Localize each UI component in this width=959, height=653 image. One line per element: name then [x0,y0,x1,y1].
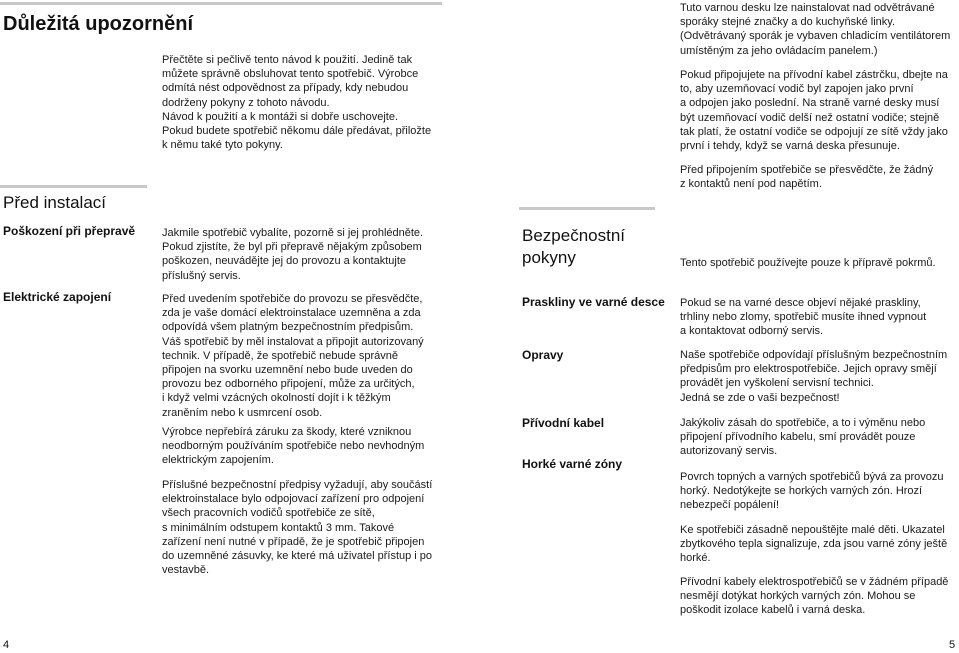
hot-zones-paragraph-3: Přívodní kabely elektrospotřebičů se v žádném případě nesmějí dotýkat horkých varných zón. Mohou se poškodit izolace kabelů i varná deska. [680,576,949,617]
safety-intro: Tento spotřebič používejte pouze k přípravě pokrmů. [680,257,936,269]
power-cable-text: Jakýkoliv zásah do spotřebiče, a to i výměnu nebo připojení přívodního kabelu, smí provádět pouze autorizovaný servis. [680,417,926,458]
section-rule-left [0,185,147,188]
label-repairs: Opravy [522,348,564,362]
page-number-right: 5 [949,639,956,651]
section-title-safety: Bezpečnostní pokyny [522,226,626,267]
page-title: Důležitá upozornění [3,13,193,35]
transport-damage-text: Jakmile spotřebič vybalíte, pozorně si jej prohlédněte. Pokud zjistíte, že byl při přepravě nějakým způsobem poškozen, neuvádějte jej do provozu a kontaktujte příslušný servis. [162,227,424,282]
title-rule [0,2,442,5]
label-transport-damage: Poškození při přepravě [3,224,136,238]
label-power-cable: Přívodní kabel [522,416,605,430]
top-paragraph-2: Pokud připojujete na přívodní kabel zástrčku, dbejte na to, aby uzemňovací vodič byl zapojen jako první a odpojen jako poslední. Na straně varné desky musí být uzemňovací vodič delší než ostatní vodiče; stejně tak platí, že ostatní vodiče se odpojují ze sítě vždy jako první i tehdy, když se varná deska přesunuje. [680,69,948,153]
label-electrical-connection: Elektrické zapojení [3,290,112,304]
top-paragraph-3: Před připojením spotřebiče se přesvědčte, že žádný z kontaktů není pod napětím. [680,164,934,191]
cracks-text: Pokud se na varné desce objeví nějaké praskliny, trhliny nebo zlomy, spotřebič musíte ihned vypnout a kontaktovat odborný servis. [680,297,927,338]
intro-paragraph: Přečtěte si pečlivě tento návod k použití. Jedině tak můžete správně obsluhovat tento spotřebič. Výrobce odmítá nést odpovědnost za případy, kdy nebudou dodrženy pokyny z tohoto návodu. Návod k použití a k montáži si dobře uschovejte. Pokud budete spotřebič někomu dále předávat, přiložte k němu také tyto pokyny. [162,54,432,152]
repairs-text: Naše spotřebiče odpovídají příslušným bezpečnostním předpisům pro elektrospotřebiče. Jejich opravy smějí provádět jen vyškolení servisní technici. Jedná se zde o vaši bezpečnost! [680,349,948,404]
label-hot-zones: Horké varné zóny [522,457,623,471]
electrical-paragraph-3: Příslušné bezpečnostní předpisy vyžadují, aby součástí elektroinstalace bylo odpojovací zařízení pro odpojení všech pracovních vodičů spotřebiče ze sítě, s minimálním odstupem kontaktů 3 mm. Takové zařízení není nutné v případě, že je spotřebič připojen do uzemněné zásuvky, ke které má uživatel přístup i po vestavbě. [162,479,433,577]
section-rule-right [519,207,655,210]
electrical-paragraph-2: Výrobce nepřebírá záruku za škody, které vzniknou neodborným používáním spotřebiče nebo nevhodným elektrickým zapojením. [162,426,425,467]
hot-zones-paragraph-2: Ke spotřebiči zásadně nepouštějte malé děti. Ukazatel zbytkového tepla signalizuje, zda jsou varné zóny ještě horké. [680,524,948,565]
label-cracks: Praskliny ve varné desce [522,295,665,309]
page-number-left: 4 [3,639,10,651]
electrical-paragraph-1: Před uvedením spotřebiče do provozu se přesvědčte, zda je vaše domácí elektroinstalace uzemněna a zda odpovídá všem platným bezpečnostním předpisům. Váš spotřebič by měl instalovat a připojit autorizovaný technik. V případě, že spotřebič nebude správně připojen na svorku uzemnění nebo bude uveden do provozu bez odborného připojení, může za určitých, i když velmi vzácných okolností dojít i k těžkým zraněním nebo k usmrcení osob. [162,293,424,419]
top-paragraph-1: Tuto varnou desku lze nainstalovat nad odvětrávané sporáky stejné značky a do kuchyňské linky. (Odvětrávaný sporák je vybaven chladicím ventilátorem umístěným za jeho ovládacím panelem.) [680,2,951,57]
section-title-before-installation: Před instalací [3,193,106,212]
hot-zones-paragraph-1: Povrch topných a varných spotřebičů bývá za provozu horký. Nedotýkejte se horkých varných zón. Hrozí nebezpečí popálení! [680,471,944,512]
